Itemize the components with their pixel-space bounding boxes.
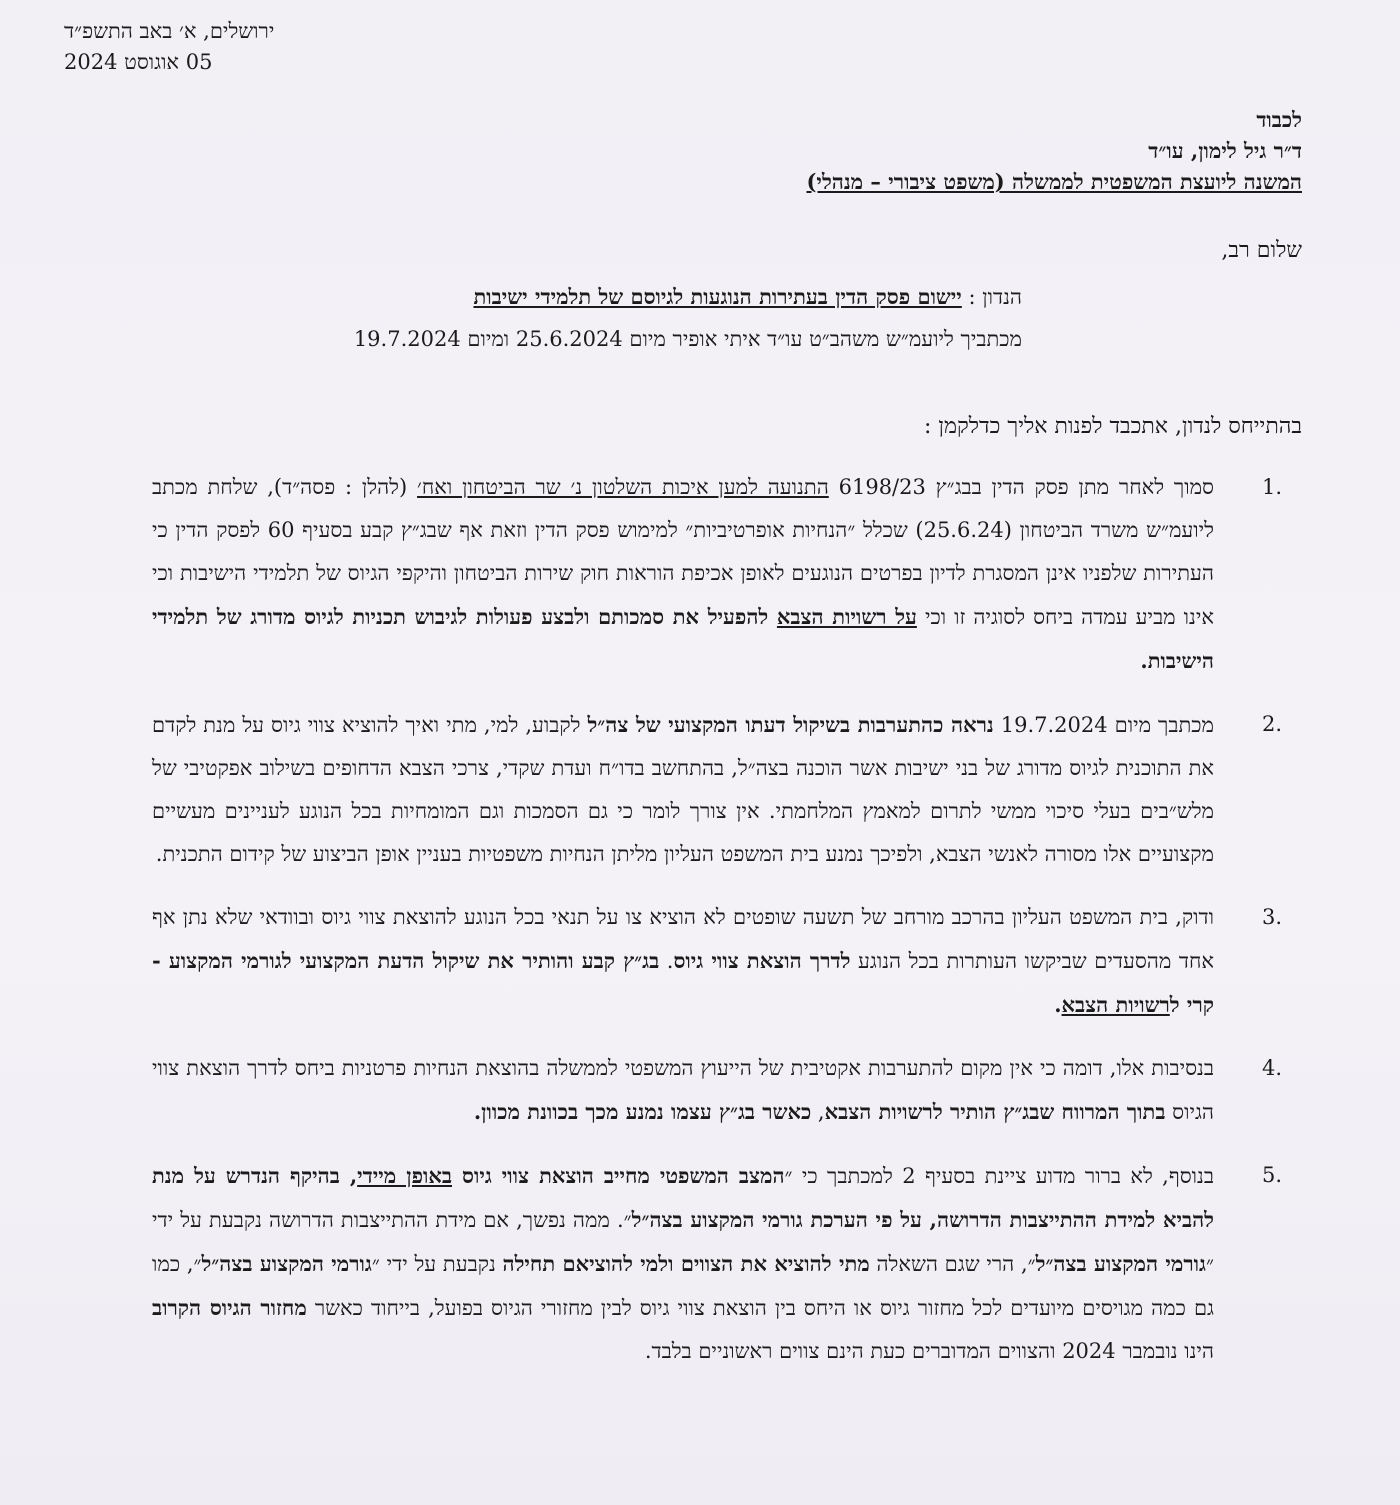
paragraph-text: בנוסף, לא ברור מדוע ציינת בסעיף 2 למכתבך כי ״ (784, 1164, 1215, 1188)
addressee-title: המשנה ליועצת המשפטית לממשלה (משפט ציבורי – מנהלי) (806, 169, 1302, 194)
addressee-block (502, 104, 1302, 197)
paragraph-text: על רשויות הצבא (776, 604, 917, 629)
paragraph-text: גורמי המקצוע בצה״ל (201, 1251, 372, 1276)
paragraph-text: , בהיקף הנדרש על מנת להביא למידת ההתייצבות הדרושה, על פי הערכת גורמי המקצוע בצה״ל (152, 1163, 1215, 1232)
paragraph-text: נראה כהתערבות בשיקול דעתו המקצועי של צה״ל (587, 712, 994, 737)
subject-reference: מכתביך ליועמ״ש משהב״ט עו״ד איתי אופיר מיום 25.6.2024 ומיום 19.7.2024 (353, 327, 1022, 351)
paragraph-text: סמוך לאחר מתן פסק הדין בבג״ץ 6198/23 (828, 475, 1214, 499)
hebrew-date: ירושלים, א׳ באב התשפ״ד (64, 19, 275, 43)
paragraph-text: גורמי המקצוע בצה״ל (1035, 1251, 1206, 1276)
addressee-name: ד״ר גיל לימון, עו״ד (1148, 138, 1302, 163)
paragraph-item (152, 1047, 1302, 1134)
paragraph-text: ״, הרי שגם השאלה (869, 1252, 1036, 1276)
paragraph-text: (להלן : פסה״ד), שלחת מכתב ליועמ״ש משרד הביטחון (25.6.24) שכלל ״הנחיות אופרטיביות״ למימוש פסק הדין וזאת אף שבג״ץ קבע בסעיף 60 לפסק הדין כי העתירות שלפניו אינן המסגרת לדיון בפרטים הנוגעים לאופן אכיפת הוראות חוק שירות הביטחון והיקפי הגיוס של תלמידי הישיבות וכי אינו מביע עמדה ביחס לסוגיה זו וכי (152, 475, 1214, 629)
subject-block (122, 282, 1022, 354)
greeting: שלום רב, (1221, 238, 1302, 263)
paragraph-item (152, 466, 1302, 683)
gregorian-date: 05 אוגוסט 2024 (64, 50, 213, 74)
paragraph-text: , (811, 1100, 825, 1124)
paragraph-text: בנסיבות אלו, דומה כי אין מקום להתערבות אקטיבית של הייעוץ המשפטי לממשלה בהוצאת הנחיות פרטניות ביחס לדרך הוצאת צווי הגיוס (152, 1056, 1214, 1124)
paragraph-number: 1. (1262, 475, 1283, 499)
subject-title: יישום פסק הדין בעתירות הנוגעות לגיוסם של תלמידי ישיבות (473, 284, 962, 309)
paragraph-text: ״, כמו גם כמה מגויסים מיועדים לכל מחזור גיוס או היחס בין הוצאת צווי גיוס לבין מחזורי הגיוס בפועל, בייחוד כאשר (152, 1252, 1214, 1320)
paragraph-text: מחזור הגיוס הקרוב (152, 1295, 307, 1320)
paragraph-text: כאשר בג״ץ עצמו נמנע מכך בכוונת מכוון. (473, 1099, 812, 1124)
paragraph-number: 5. (1262, 1163, 1283, 1187)
paragraph-text: מתי להוציא את הצווים ולמי להוציאם תחילה (502, 1251, 870, 1276)
paragraph-text: רשויות הצבא (1061, 992, 1170, 1017)
paragraph-text: התנועה למען איכות השלטון נ׳ שר הביטחון ואח׳ (417, 475, 829, 499)
paragraph-text: באופן מיידי (357, 1163, 453, 1188)
paragraph-number: 3. (1262, 905, 1283, 929)
paragraph-text: ודוק, בית המשפט העליון בהרכב מורחב של תשעה שופטים לא הוציא צו על תנאי בכל הנוגע להוצאת צווי גיוס ובוודאי שלא נתן אף אחד מהסעדים שביקשו העותרות בכל הנוגע (152, 905, 1215, 973)
paragraph-item (152, 896, 1302, 1027)
subject-label: הנדון : (968, 285, 1022, 309)
paragraph-text: להפעיל את סמכותם ולבצע פעולות לגיבוש תכניות לגיוס מדורג של תלמידי הישיבות. (152, 604, 1214, 673)
paragraph-text: בתוך המרווח שבג״ץ הותיר לרשויות הצבא (824, 1099, 1166, 1124)
paragraph-text: לקבוע, למי, מתי ואיך להוציא צווי גיוס על מנת לקדם את התוכנית לגיוס מדורג של בני ישיבות אשר הוכנה בצה״ל, בהתחשב בדו״ח ועדת שקדי, צרכי הצבא הדחופים בשילוב אפקטיבי של מלש״בים בעלי סיכוי ממשי לתרום למאמץ המלחמתי. אין צורך לומר כי גם הסמכות וגם המומחיות בכל הנוגע לעניינים מעשיים מקצועיים אלו מסורה לאנשי הצבא, ולפיכך נמנע בית המשפט העליון מליתן הנחיות משפטיות בעניין אופן הביצוע של קידום התכנית. (152, 713, 1214, 866)
paragraph-text: נקבעת על ידי ״ (371, 1252, 503, 1276)
paragraph-item (152, 703, 1302, 876)
paragraph-text: הינו נובמבר 2024 והצווים המדוברים כעת הינם צווים ראשוניים בלבד. (644, 1339, 1214, 1363)
paragraph-text: לדרך הוצאת צווי גיוס (673, 948, 851, 973)
paragraph-text: . (1054, 992, 1062, 1017)
paragraph-item (152, 1154, 1302, 1373)
paragraph-text: ״. ממה נפשך, אם מידת ההתייצבות הדרושה נקבעת על ידי ״ (152, 1208, 1214, 1276)
paragraph-text: . (659, 949, 674, 973)
date-block (64, 16, 384, 78)
intro-paragraph: בהתייחס לנדון, אתכבד לפנות אליך כדלקמן : (923, 414, 1302, 439)
salutation: לכבוד (1256, 107, 1302, 132)
numbered-paragraphs (152, 466, 1302, 1393)
paragraph-text: המצב המשפטי מחייב הוצאת צווי גיוס (452, 1163, 785, 1188)
paragraph-text: מכתבך מיום 19.7.2024 (993, 713, 1214, 737)
paragraph-number: 4. (1262, 1056, 1283, 1080)
paragraph-text: בג״ץ קבע והותיר את שיקול הדעת המקצועי לגורמי המקצוע - קרי ל (152, 948, 1214, 1017)
paragraph-number: 2. (1262, 712, 1283, 736)
